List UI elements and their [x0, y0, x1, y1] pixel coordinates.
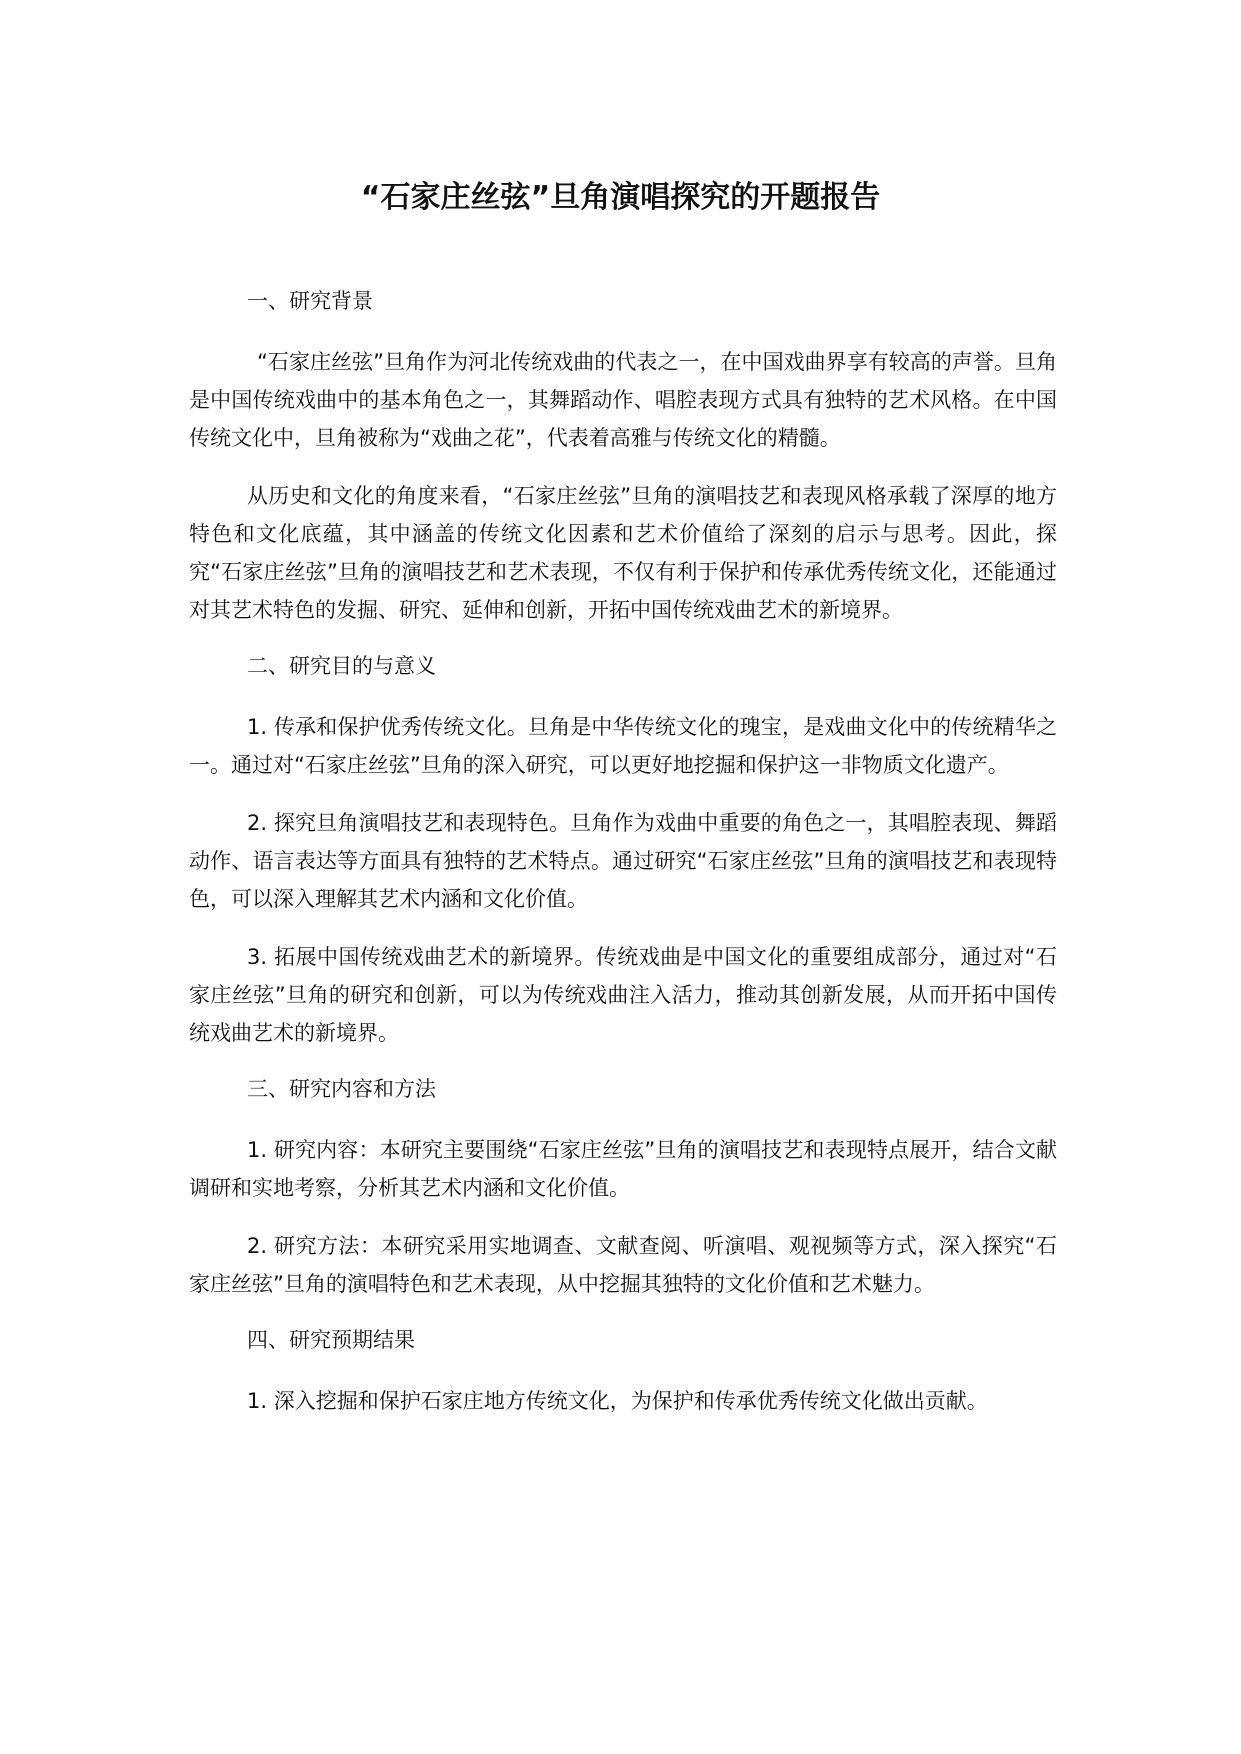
paragraph: 从历史和文化的角度来看，“石家庄丝弦”旦角的演唱技艺和表现风格承载了深厚的地方特色和文化底蕴，其中涵盖的传统文化因素和艺术价值给了深刻的启示与思考。因此，探究“石家庄丝弦”旦角的演唱技艺和艺术表现，不仅有利于保护和传承优秀传统文化，还能通过对其艺术特色的发掘、研究、延伸和创新，开拓中国传统戏曲艺术的新境界。 — [189, 484, 1057, 622]
section-heading: 二、研究目的与意义 — [247, 654, 436, 678]
paragraph: 2. 探究旦角演唱技艺和表现特色。旦角作为戏曲中重要的角色之一，其唱腔表现、舞蹈动作、语言表达等方面具有独特的艺术特点。通过研究“石家庄丝弦”旦角的演唱技艺和表现特色，可以深入理解其艺术内涵和文化价值。 — [189, 811, 1057, 911]
document-title: “石家庄丝弦”旦角演唱探究的开题报告 — [360, 180, 881, 215]
document-body — [189, 284, 1057, 1440]
paragraph: 1. 研究内容：本研究主要围绕“石家庄丝弦”旦角的演唱技艺和表现特点展开，结合文献调研和实地考察，分析其艺术内涵和文化价值。 — [189, 1138, 1057, 1200]
section-expected-results — [189, 1323, 1057, 1420]
section-research-background — [189, 284, 1057, 629]
section-heading: 四、研究预期结果 — [247, 1328, 415, 1352]
paragraph: 2. 研究方法：本研究采用实地调查、文献查阅、听演唱、观视频等方式，深入探究“石家庄丝弦”旦角的演唱特色和艺术表现，从中挖掘其独特的文化价值和艺术魅力。 — [189, 1234, 1057, 1296]
paragraph: 3. 拓展中国传统戏曲艺术的新境界。传统戏曲是中国文化的重要组成部分，通过对“石家庄丝弦”旦角的研究和创新，可以为传统戏曲注入活力，推动其创新发展，从而开拓中国传统戏曲艺术的新境界。 — [189, 945, 1057, 1045]
paragraph: 1. 深入挖掘和保护石家庄地方传统文化，为保护和传承优秀传统文化做出贡献。 — [247, 1389, 988, 1413]
section-heading: 一、研究背景 — [247, 289, 373, 313]
section-content-methods — [189, 1072, 1057, 1303]
section-purpose-significance — [189, 649, 1057, 1052]
section-heading: 三、研究内容和方法 — [247, 1077, 436, 1101]
paragraph: “石家庄丝弦”旦角作为河北传统戏曲的代表之一，在中国戏曲界享有较高的声誉。旦角是中国传统戏曲中的基本角色之一，其舞蹈动作、唱腔表现方式具有独特的艺术风格。在中国传统文化中，旦角被称为“戏曲之花”，代表着高雅与传统文化的精髓。 — [189, 350, 1057, 450]
paragraph: 1. 传承和保护优秀传统文化。旦角是中华传统文化的瑰宝，是戏曲文化中的传统精华之一。通过对“石家庄丝弦”旦角的深入研究，可以更好地挖掘和保护这一非物质文化遗产。 — [189, 715, 1057, 777]
